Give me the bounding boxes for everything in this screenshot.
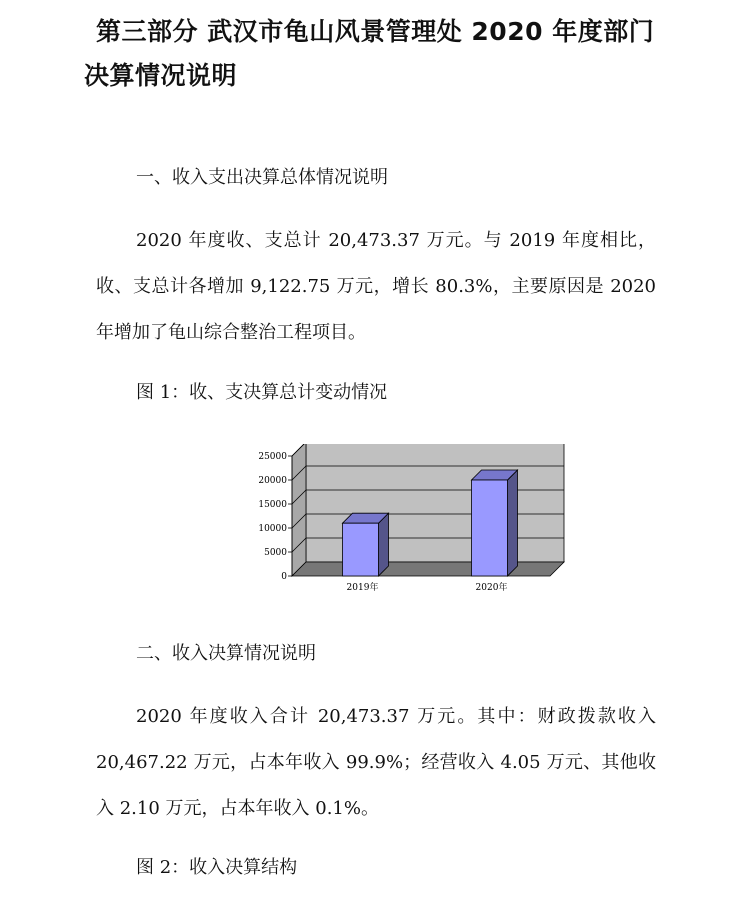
y-tick-label: 20000 [258, 476, 287, 486]
bar-2019年 [343, 513, 389, 576]
x-tick-label: 2019年 [346, 583, 379, 593]
y-tick-label: 5000 [264, 548, 287, 558]
figure-2-caption: 图 2：收入决算结构 [136, 857, 298, 878]
bar-front [472, 480, 508, 576]
section-1-paragraph: 2020 年度收、支总计 20,473.37 万元。与 2019 年度相比，收、支总计各增加 9,122.75 万元，增长 80.3%，主要原因是 2020 年增加了龟山综合整治工程项目。 [96, 230, 656, 343]
bar-side [379, 513, 389, 576]
x-tick-label: 2020年 [475, 583, 508, 593]
y-tick-label: 15000 [258, 500, 287, 510]
figure-1-caption: 图 1：收、支决算总计变动情况 [136, 382, 388, 403]
y-tick-label: 25000 [258, 452, 287, 462]
chart-floor [292, 562, 564, 576]
bar-front [343, 523, 379, 576]
section-2-paragraph: 2020 年度收入合计 20,473.37 万元。其中：财政拨款收入 20,467.22 万元，占本年收入 99.9%；经营收入 4.05 万元、其他收入 2.10 万元，占本年收入 0.1%。 [96, 706, 656, 819]
y-tick-label: 0 [281, 572, 287, 582]
bar-side [508, 470, 518, 576]
income-expense-bar-chart [254, 444, 574, 604]
section-heading-1: 一、收入支出决算总体情况说明 [136, 167, 388, 188]
section-heading-2: 二、收入决算情况说明 [136, 643, 316, 664]
y-tick-label: 10000 [258, 524, 287, 534]
bar-2020年 [472, 470, 518, 576]
page-title: 第三部分 武汉市龟山风景管理处 2020 年度部门决算情况说明 [84, 17, 655, 90]
chart-side-wall [292, 444, 306, 576]
